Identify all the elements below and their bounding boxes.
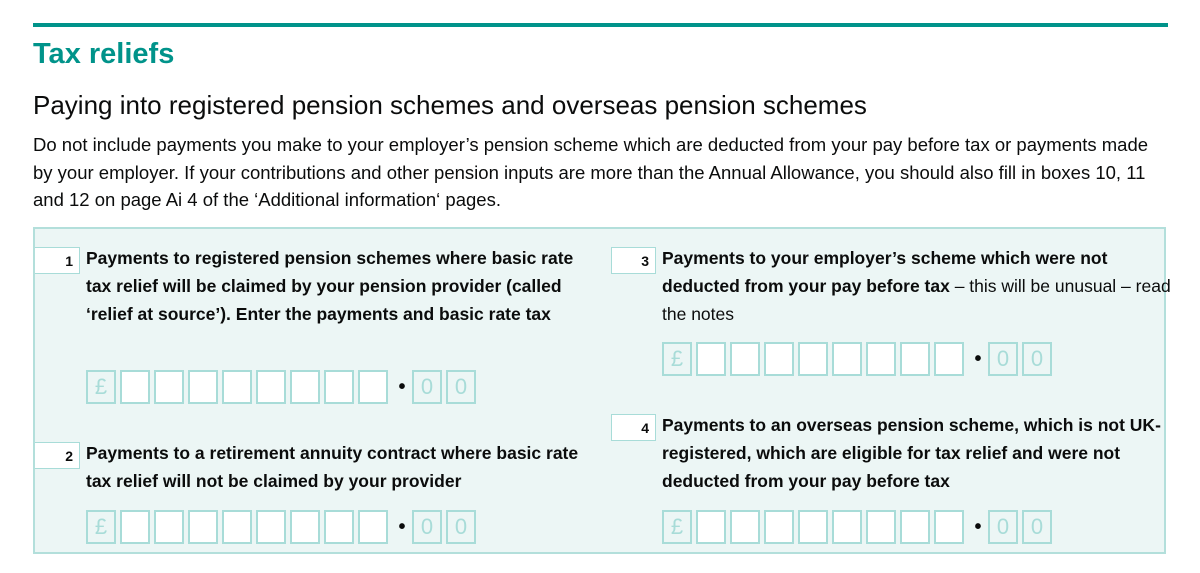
digit-box[interactable] [324, 370, 354, 404]
digit-box[interactable] [866, 342, 896, 376]
amount-field-2[interactable] [86, 510, 480, 544]
digit-box[interactable] [934, 342, 964, 376]
box-number: 4 [611, 414, 656, 441]
section-top-rule [33, 23, 1168, 27]
amount-field-3[interactable] [662, 342, 1056, 376]
page-subtitle: Paying into registered pension schemes and overseas pension schemes [33, 90, 867, 120]
digit-box[interactable] [934, 510, 964, 544]
box-number: 3 [611, 247, 656, 274]
digit-box[interactable] [290, 510, 320, 544]
pence-box: 0 [412, 510, 442, 544]
pound-sign: £ [662, 342, 692, 376]
question-label: Payments to your employer’s scheme which were not deducted from your pay before tax – this will be unusual – read the notes [662, 248, 1171, 324]
digit-box[interactable] [290, 370, 320, 404]
digit-box[interactable] [154, 510, 184, 544]
decimal-point: • [974, 516, 982, 538]
digit-box[interactable] [222, 510, 252, 544]
digit-box[interactable] [358, 370, 388, 404]
decimal-point: • [398, 376, 406, 398]
pound-sign: £ [86, 370, 116, 404]
digit-box[interactable] [866, 510, 896, 544]
digit-box[interactable] [730, 510, 760, 544]
decimal-point: • [398, 516, 406, 538]
amount-field-1[interactable] [86, 370, 480, 404]
digit-box[interactable] [832, 510, 862, 544]
digit-box[interactable] [154, 370, 184, 404]
digit-box[interactable] [256, 370, 286, 404]
question-label: Payments to registered pension schemes where basic rate tax relief will be claimed by your pension provider (called ‘relief at source’). Enter the payments and basic rate tax [86, 248, 574, 324]
digit-box[interactable] [764, 342, 794, 376]
pound-sign: £ [86, 510, 116, 544]
digit-box[interactable] [696, 342, 726, 376]
digit-box[interactable] [222, 370, 252, 404]
amount-field-4[interactable] [662, 510, 1056, 544]
digit-box[interactable] [764, 510, 794, 544]
digit-box[interactable] [696, 510, 726, 544]
digit-box[interactable] [900, 342, 930, 376]
pence-box: 0 [446, 510, 476, 544]
pence-box: 0 [446, 370, 476, 404]
digit-box[interactable] [324, 510, 354, 544]
pence-box: 0 [988, 510, 1018, 544]
pension-questions-panel [33, 227, 1171, 554]
digit-box[interactable] [798, 342, 828, 376]
pence-box: 0 [1022, 510, 1052, 544]
decimal-point: • [974, 348, 982, 370]
digit-box[interactable] [900, 510, 930, 544]
pence-box: 0 [1022, 342, 1052, 376]
question-label: Payments to a retirement annuity contract where basic rate tax relief will not be claimed by your provider [86, 443, 579, 491]
intro-text: Do not include payments you make to your employer’s pension scheme which are deducted from your pay before tax or payments made by your employer. If your contributions and other pension inputs are more than the Annual Allowance, you should also fill in boxes 10, 11 and 12 on page Ai 4 of the ‘Additional information‘ pages. [33, 134, 1149, 210]
digit-box[interactable] [120, 510, 150, 544]
digit-box[interactable] [188, 370, 218, 404]
pence-box: 0 [412, 370, 442, 404]
digit-box[interactable] [730, 342, 760, 376]
section-title: Tax reliefs [33, 38, 175, 70]
digit-box[interactable] [358, 510, 388, 544]
box-number: 1 [35, 247, 80, 274]
digit-box[interactable] [256, 510, 286, 544]
digit-box[interactable] [120, 370, 150, 404]
digit-box[interactable] [798, 510, 828, 544]
box-number: 2 [35, 442, 80, 469]
pence-box: 0 [988, 342, 1018, 376]
digit-box[interactable] [832, 342, 862, 376]
question-label: Payments to an overseas pension scheme, which is not UK-registered, which are eligible for tax relief and were not deducted from your pay before tax [662, 415, 1161, 491]
pound-sign: £ [662, 510, 692, 544]
digit-box[interactable] [188, 510, 218, 544]
